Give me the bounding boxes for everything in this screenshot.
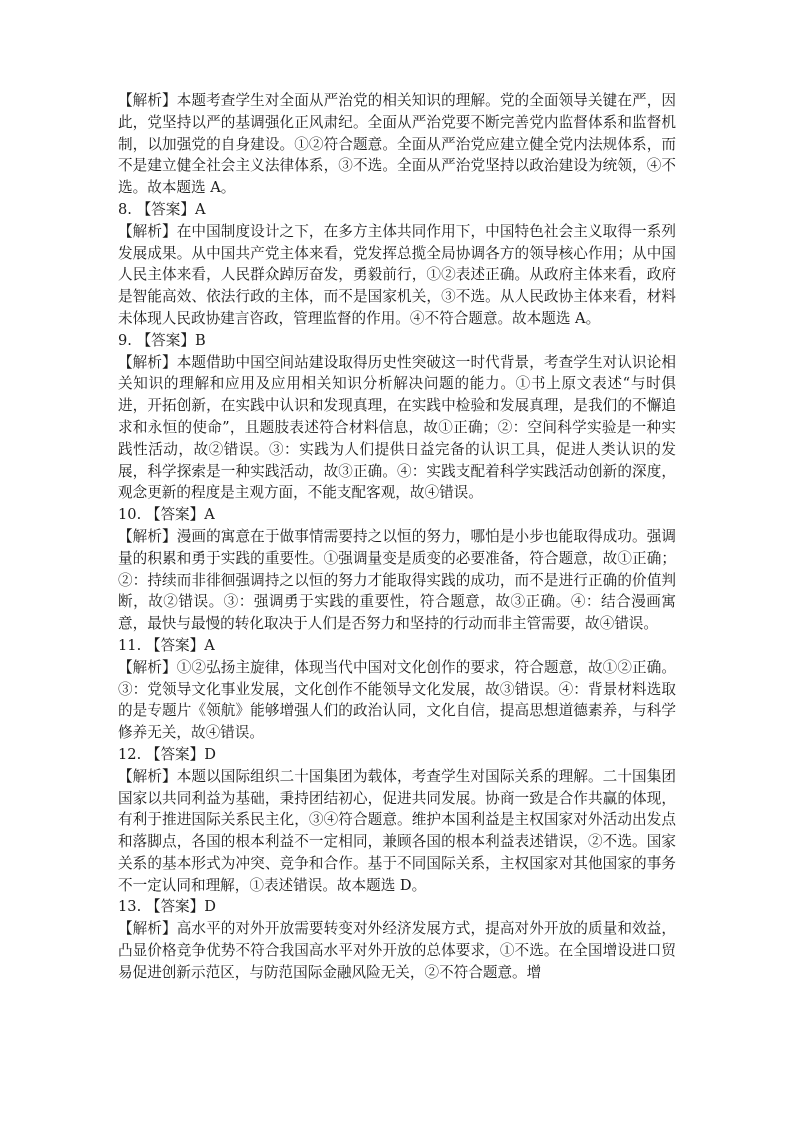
list-item: [118, 635, 676, 744]
answer-line: 11. 【答案】A: [118, 636, 215, 654]
list-item: [118, 504, 676, 635]
list-item: [118, 896, 676, 983]
analysis-paragraph: 【解析】在中国制度设计之下，在多方主体共同作用下，中国特色社会主义取得一系列发展成果。从中国共产党主体来看，党发挥总揽全局协调各方的领导核心作用；从中国人民主体来看，人民群众踔厉奋发，勇毅前行，①②表述正确。从政府主体来看，政府是智能高效、依法行政的主体，而不是国家机关，③不选。从人民政协主体来看，材料未体现人民政协建言咨政，管理监督的作用。④不符合题意。故本题选 A。: [118, 222, 676, 327]
list-item: [118, 90, 676, 199]
list-item: [118, 330, 676, 504]
analysis-paragraph: 【解析】漫画的寓意在于做事情需要持之以恒的努力，哪怕是小步也能取得成功。强调量的积累和勇于实践的重要性。①强调量变是质变的必要准备，符合题意，故①正确；②：持续而非徘徊强调持之以恒的努力才能取得实践的成功，而不是进行正确的价值判断，故②错误。③：强调勇于实践的重要性，符合题意，故③正确。④：结合漫画寓意，最快与最慢的转化取决于人们是否努力和坚持的行动而非主管需要，故④错误。: [118, 527, 676, 633]
answer-line: 8. 【答案】A: [118, 200, 206, 218]
answer-line: 13. 【答案】D: [118, 898, 216, 916]
answer-line: 9. 【答案】B: [118, 331, 206, 349]
analysis-paragraph: 【解析】本题考查学生对全面从严治党的相关知识的理解。党的全面领导关键在严，因此，党坚持以严的基调强化正风肃纪。全面从严治党要不断完善党内监督体系和监督机制，以加强党的自身建设。①②符合题意。全面从严治党应建立健全党内法规体系，而不是建立健全社会主义法律体系，③不选。全面从严治党坚持以政治建设为统领，④不选。故本题选 A。: [118, 92, 676, 197]
analysis-paragraph: 【解析】高水平的对外开放需要转变对外经济发展方式，提高对外开放的质量和效益，凸显价格竞争优势不符合我国高水平对外开放的总体要求，①不选。在全国增设进口贸易促进创新示范区，与防范国际金融风险无关，②不符合题意。增: [118, 920, 676, 981]
answer-line: 12. 【答案】D: [118, 745, 216, 763]
answer-analysis-text: [118, 90, 676, 984]
answer-line: 10. 【答案】A: [118, 506, 215, 524]
list-item: [118, 744, 676, 897]
analysis-paragraph: 【解析】本题借助中国空间站建设取得历史性突破这一时代背景，考查学生对认识论相关知识的理解和应用及应用相关知识分析解决问题的能力。①书上原文表述“与时俱进，开拓创新，在实践中认识和发现真理，在实践中检验和发展真理，是我们的不懈追求和永恒的使命”，且题肢表述符合材料信息，故①正确；②：空间科学实验是一种实践性活动，故②错误。③：实践为人们提供日益完备的认识工具，促进人类认识的发展，科学探索是一种实践活动，故③正确。④：实践支配着科学实践活动创新的深度，观念更新的程度是主观方面，不能支配客观，故④错误。: [118, 353, 676, 502]
analysis-paragraph: 【解析】本题以国际组织二十国集团为载体，考查学生对国际关系的理解。二十国集团国家以共同利益为基础，秉持团结初心，促进共同发展。协商一致是合作共赢的体现，有利于推进国际关系民主化，③④符合题意。维护本国利益是主权国家对外活动出发点和落脚点，各国的根本利益不一定相同，兼顾各国的根本利益表述错误，②不选。国家关系的基本形式为冲突、竞争和合作。基于不同国际关系，主权国家对其他国家的事务不一定认同和理解，①表述错误。故本题选 D。: [118, 767, 676, 894]
analysis-paragraph: 【解析】①②弘扬主旋律，体现当代中国对文化创作的要求，符合题意，故①②正确。③：党领导文化事业发展，文化创作不能领导文化发展，故③错误。④：背景材料选取的是专题片《领航》能够增强人们的政治认同，文化自信，提高思想道德素养，与科学修养无关，故④错误。: [118, 658, 676, 742]
list-item: [118, 199, 676, 330]
